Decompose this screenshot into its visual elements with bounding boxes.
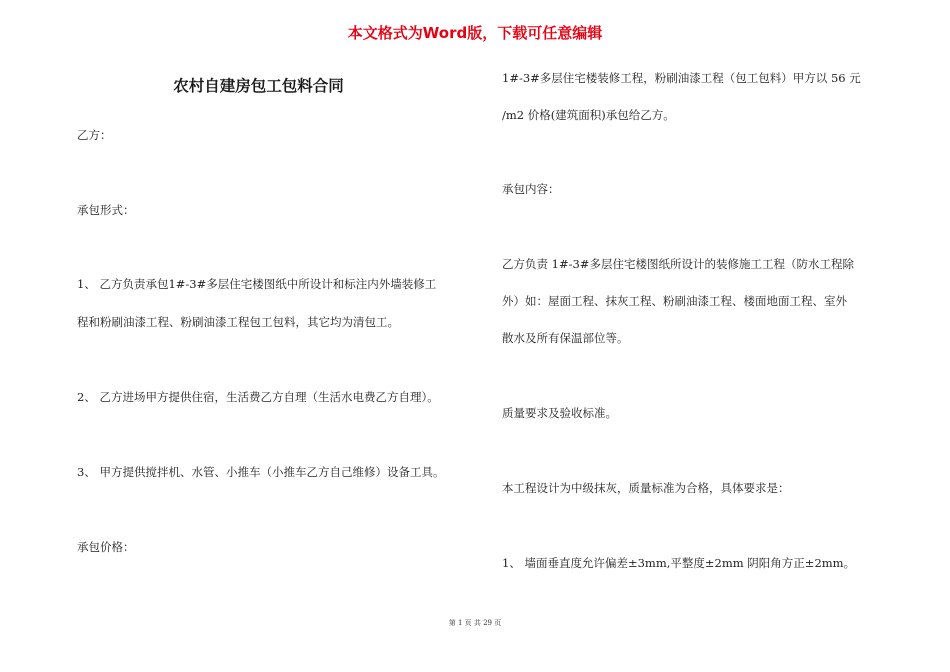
price-line-1: 1#-3#多层住宅楼装修工程，粉刷油漆工程（包工包料）甲方以 56 元 — [502, 71, 861, 85]
quality-heading: 质量要求及验收标准。 — [502, 406, 617, 420]
contract-item-2: 2、 乙方进场甲方提供住宿，生活费乙方自理（生活水电费乙方自理）。 — [77, 390, 439, 404]
contract-item-3: 3、 甲方提供搅拌机、水管、小推车（小推车乙方自己维修）设备工具。 — [77, 465, 445, 479]
contract-content-line-3: 散水及所有保温部位等。 — [502, 331, 629, 345]
contract-content-line-2: 外）如：屋面工程、抹灰工程、粉刷油漆工程、楼面地面工程、室外 — [502, 294, 847, 308]
contract-content-line-1: 乙方负责 1#-3#多层住宅楼图纸所设计的装修施工工程（防水工程除 — [502, 257, 854, 271]
page-number-footer: 第 1 页 共 29 页 — [448, 619, 502, 627]
party-b-label: 乙方： — [77, 128, 112, 142]
contract-item-1-line-2: 程和粉刷油漆工程、粉刷油漆工程包工包料，其它均为清包工。 — [77, 315, 399, 329]
quality-intro: 本工程设计为中级抹灰，质量标准为合格，具体要求是： — [502, 481, 790, 495]
contract-form-heading: 承包形式： — [77, 203, 135, 217]
contract-content-heading: 承包内容： — [502, 182, 560, 196]
quality-item-1: 1、 墙面垂直度允许偏差±3mm,平整度±2mm 阴阳角方正±2mm。 — [502, 556, 856, 570]
word-format-banner: 本文格式为Word版，下载可任意编辑 — [347, 24, 603, 42]
document-title: 农村自建房包工包料合同 — [173, 77, 344, 95]
contract-item-1-line-1: 1、 乙方负责承包1#-3#多层住宅楼图纸中所设计和标注内外墙装修工 — [77, 277, 437, 291]
contract-price-heading: 承包价格： — [77, 540, 135, 554]
price-line-2: /m2 价格(建筑面积)承包给乙方。 — [502, 108, 675, 122]
